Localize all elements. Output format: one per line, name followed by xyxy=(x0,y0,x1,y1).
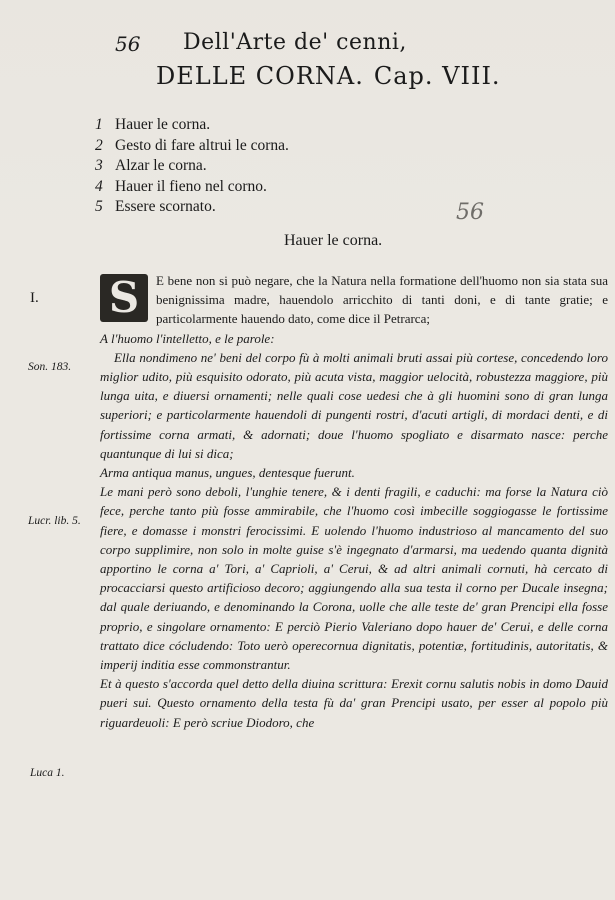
chapter-heading xyxy=(156,62,501,90)
contents-item xyxy=(95,197,289,218)
quotation: A l'huomo l'intelletto, e le parole: xyxy=(100,330,275,346)
contents-item xyxy=(95,156,289,177)
paragraph: Le mani però sono deboli, l'unghie tenere, & i denti fragili, e caduchi: ma forse la Natura ciò fece, perche tanto più fosse ammirabile, che l'huomo così imbecille soggiogasse le fortissime fiere, e domasse i monstri ferocissimi. E uolendo l'huomo industrioso al mancamento del suo corpo supplimire, non solo in molte guise s'è ingegnato d'armarsi, ma uedendo quanta dignità apportino le corna a' Tori, a' Caprioli, a' Cerui, & ad altri animali cornuti, hà cercato di procacciarsi questo artificioso decoro; aggiungendo alla sua testa il corno per Ducale insegna; dal quale deriuando, e denominando la Corona, uolle che alle teste de' gran Prencipi ella fosse proprio, e singolare ornamento: E perciò Pierio Valeriano dopo hauer de' Cerui, e delle corna trattato dice cócludendo: Toto uerò operecornua dignitatis, potentiæ, fortitudinis, autoritatis, & imperij inditia esse commonstrantur. xyxy=(100,484,608,673)
contents-item xyxy=(95,136,289,157)
chapter-title: DELLE CORNA. xyxy=(156,62,364,90)
contents-number: 4 xyxy=(95,177,103,195)
contents-text: Hauer il fieno nel corno. xyxy=(115,177,267,195)
margin-note: Luca 1. xyxy=(30,767,65,779)
faint-side-number: 56 xyxy=(456,200,484,225)
quotation: Arma antiqua manus, ungues, dentesque fuerunt. xyxy=(100,465,355,481)
paragraph: Ella nondimeno ne' beni del corpo fù à molti animali bruti assai più cortese, concedendo loro miglior udito, più esquisito odorato, più acuta vista, maggior uelocità, robustezza maggiore, più lunga uita, e diuersi ornamenti; nelle quali cose uedesi che à gli huomini sono di gran lunga superiori; e particolarmente hauendoli di pungenti rostri, d'acuti artigli, di mordaci denti, e di fortissime corna armati, & adornati; doue l'huomo spogliato e disarmato nasce: perche quantunque di lui si dica; xyxy=(100,349,608,461)
chapter-contents xyxy=(95,115,289,218)
contents-item xyxy=(95,177,289,198)
section-title: Hauer le corna. xyxy=(284,232,383,249)
contents-text: Essere scornato. xyxy=(115,198,216,215)
paragraph: E bene non si può negare, che la Natura nella formatione dell'huomo non sia stata sua benignissima madre, hauendolo arricchito di tanti doni, e di tante gratie; e particolarmente hauendo dato, come dice il Petrarca; xyxy=(156,273,608,327)
ornamental-dropcap: S xyxy=(100,274,148,322)
body-text xyxy=(100,271,608,732)
contents-text: Gesto di fare altrui le corna. xyxy=(115,136,289,154)
contents-number: 1 xyxy=(95,116,103,133)
margin-note: Lucr. lib. 5. xyxy=(28,515,81,527)
contents-item xyxy=(95,115,289,136)
contents-number: 3 xyxy=(95,157,103,174)
chapter-number: Cap. VIII. xyxy=(373,62,501,90)
contents-number: 2 xyxy=(95,136,103,154)
contents-text: Hauer le corna. xyxy=(115,116,211,133)
margin-note: Son. 183. xyxy=(28,361,72,373)
contents-text: Alzar le corna. xyxy=(115,157,207,174)
running-title: Dell'Arte de' cenni, xyxy=(183,30,407,55)
paragraph: Et à questo s'accorda quel detto della diuina scrittura: Erexit cornu salutis nobis in domo Dauid pueri sui. Questo ornamento della testa fù da' gran Prencipi usato, per esser al popolo più riguardeuoli: E però scriue Diodoro, che xyxy=(100,676,608,730)
page-number: 56 xyxy=(115,32,141,56)
margin-note: I. xyxy=(30,290,39,306)
contents-number: 5 xyxy=(95,198,103,215)
